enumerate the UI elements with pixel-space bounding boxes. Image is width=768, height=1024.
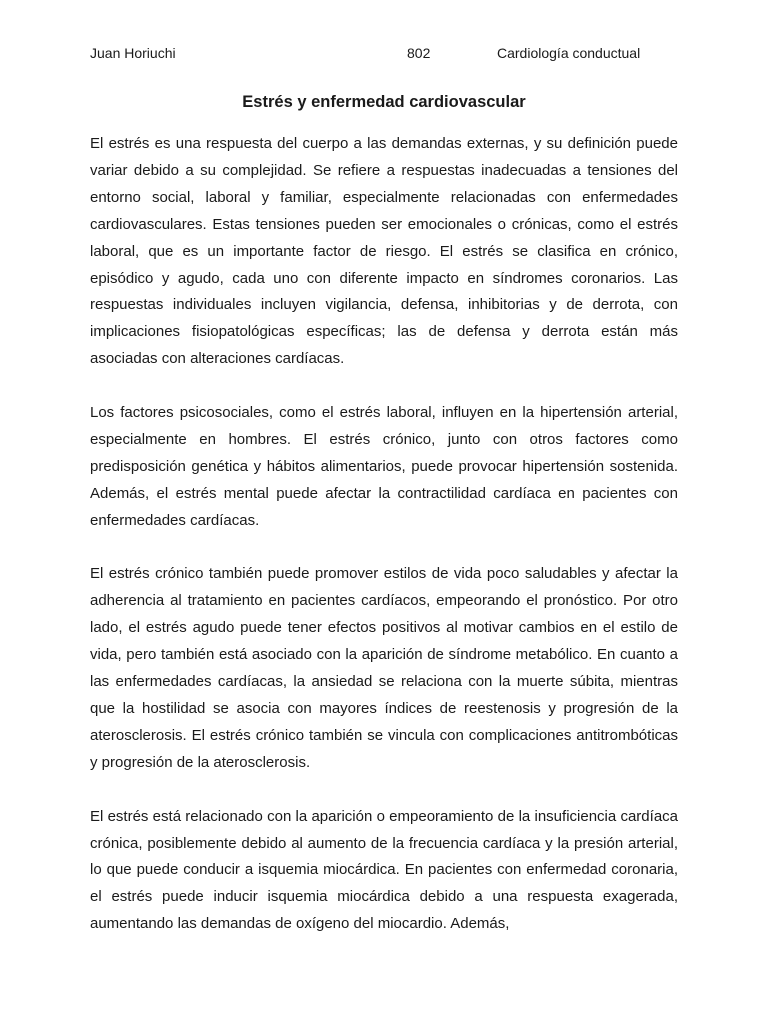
header-subject: Cardiología conductual [497,45,641,61]
paragraph-1: El estrés es una respuesta del cuerpo a las demandas externas, y su definición puede variar debido a su complejidad. Se refiere a respuestas inadecuadas a tensiones del entorno social, laboral y familiar, especialmente relacionadas con enfermedades cardiovasculares. Estas tensiones pueden ser emocionales o crónicas, como el estrés laboral, que es un importante factor de riesgo. El estrés se clasifica en crónico, episódico y agudo, cada uno con diferente impacto en síndromes coronarios. Las respuestas individuales incluyen vigilancia, defensa, inhibitorias y de derrota, con implicaciones fisiopatológicas específicas; las de defensa y derrota están más asociadas con alteraciones cardíacas. [90,135,678,368]
document-title: Estrés y enfermedad cardiovascular [242,93,526,111]
paragraph-2: Los factores psicosociales, como el estrés laboral, influyen en la hipertensión arterial, especialmente en hombres. El estrés crónico, junto con otros factores como predisposición genética y hábitos alimentarios, puede provocar hipertensión sostenida. Además, el estrés mental puede afectar la contractilidad cardíaca en pacientes con enfermedades cardíacas. [90,404,678,529]
header-author: Juan Horiuchi [90,45,176,61]
page-header [0,45,768,65]
document-body [90,131,678,965]
paragraph-3: El estrés crónico también puede promover estilos de vida poco saludables y afectar la adherencia al tratamiento en pacientes cardíacos, empeorando el pronóstico. Por otro lado, el estrés agudo puede tener efectos positivos al motivar cambios en el estilo de vida, pero también está asociado con la aparición de síndrome metabólico. En cuanto a las enfermedades cardíacas, la ansiedad se relaciona con la muerte súbita, mientras que la hostilidad se asocia con mayores índices de reestenosis y progresión de la aterosclerosis. El estrés crónico también se vincula con complicaciones antitrombóticas y progresión de la aterosclerosis. [90,565,678,771]
header-page-number: 802 [407,45,431,61]
paragraph-4: El estrés está relacionado con la aparición o empeoramiento de la insuficiencia cardíaca crónica, posiblemente debido al aumento de la frecuencia cardíaca y la presión arterial, lo que puede conducir a isquemia miocárdica. En pacientes con enfermedad coronaria, el estrés puede inducir isquemia miocárdica debido a una respuesta exagerada, aumentando las demandas de oxígeno del miocardio. Además, [90,807,678,933]
